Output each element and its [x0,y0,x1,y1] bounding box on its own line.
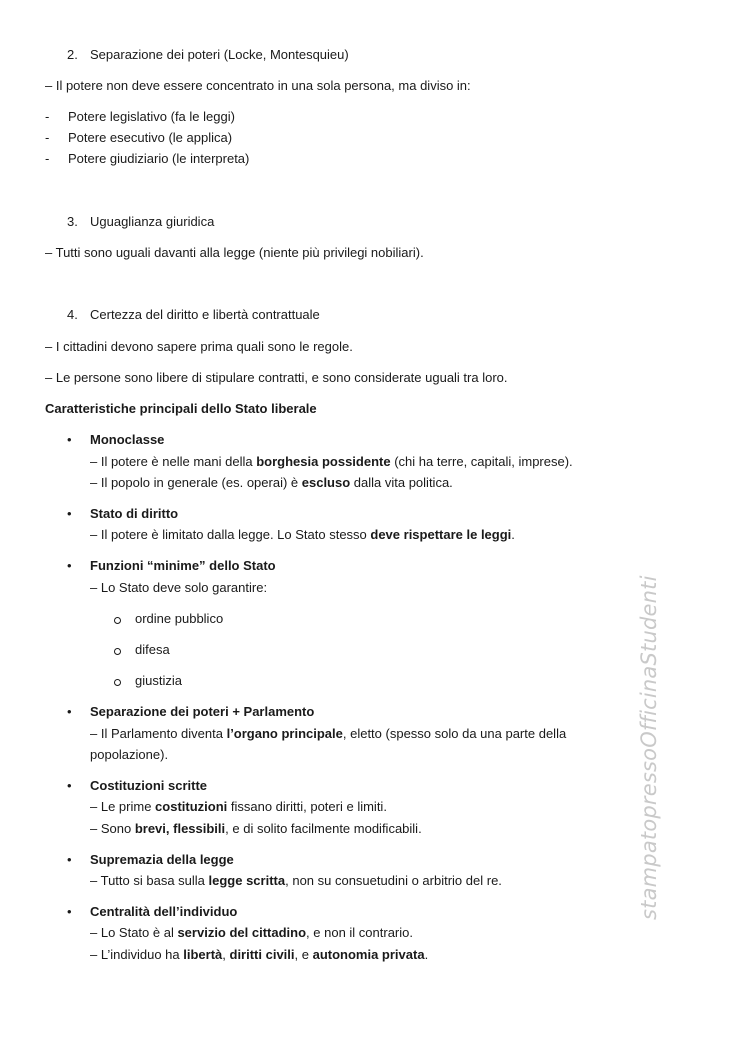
feature-title-separazione: Separazione dei poteri + Parlamento [90,704,315,719]
list-item: Potere esecutivo (le applica) [68,130,233,145]
bullet-marker: • [67,852,72,867]
feature-line: – Sono brevi, flessibili, e di solito facilmente modificabili. [90,821,422,836]
sub-list-item: difesa [135,642,170,657]
feature-line: – L’individuo ha libertà, diritti civili, e autonomia privata. [90,947,429,962]
list-item: Potere giudiziario (le interpreta) [68,151,250,166]
section-2-number: 2. [67,47,78,62]
watermark: stampatopressoOfficinaStudenti [637,575,661,920]
section-2-intro: – Il potere non deve essere concentrato in una sola persona, ma diviso in: [45,78,471,93]
features-heading: Caratteristiche principali dello Stato liberale [45,401,317,416]
section-2-title: Separazione dei poteri (Locke, Montesquieu) [90,47,349,62]
section-3-text: – Tutti sono uguali davanti alla legge (niente più privilegi nobiliari). [45,245,424,260]
feature-line: – Il potere è nelle mani della borghesia possidente (chi ha terre, capitali, imprese). [90,454,573,469]
feature-line: popolazione). [90,747,169,762]
feature-line: – Il potere è limitato dalla legge. Lo Stato stesso deve rispettare le leggi. [90,527,515,542]
feature-title-costituzioni: Costituzioni scritte [90,778,208,793]
feature-title-centralita: Centralità dell’individuo [90,904,238,919]
dash-marker: - [45,151,50,166]
section-4-number: 4. [67,307,78,322]
feature-line: – Il Parlamento diventa l’organo principale, eletto (spesso solo da una parte della [90,726,567,741]
sub-list-item: giustizia [135,673,182,688]
bullet-marker: • [67,778,72,793]
feature-title-monoclasse: Monoclasse [90,432,165,447]
circle-bullet-icon [114,617,121,624]
sub-list-item: ordine pubblico [135,611,224,626]
dash-marker: - [45,130,50,145]
bullet-marker: • [67,704,72,719]
section-3-number: 3. [67,214,78,229]
bullet-marker: • [67,904,72,919]
bullet-marker: • [67,432,72,447]
feature-title-diritto: Stato di diritto [90,506,179,521]
section-4-text-1: – I cittadini devono sapere prima quali sono le regole. [45,339,353,354]
circle-bullet-icon [114,648,121,655]
circle-bullet-icon [114,679,121,686]
feature-title-funzioni: Funzioni “minime” dello Stato [90,558,276,573]
bullet-marker: • [67,558,72,573]
list-item: Potere legislativo (fa le leggi) [68,109,235,124]
feature-line: – Lo Stato è al servizio del cittadino, e non il contrario. [90,925,413,940]
section-4-title: Certezza del diritto e libertà contrattuale [90,307,320,322]
section-4-text-2: – Le persone sono libere di stipulare contratti, e sono considerate uguali tra loro. [45,370,508,385]
bullet-marker: • [67,506,72,521]
feature-line: – Le prime costituzioni fissano diritti, poteri e limiti. [90,799,387,814]
feature-line: – Il popolo in generale (es. operai) è escluso dalla vita politica. [90,475,453,490]
section-3-title: Uguaglianza giuridica [90,214,215,229]
feature-line: – Tutto si basa sulla legge scritta, non su consuetudini o arbitrio del re. [90,873,502,888]
feature-title-supremazia: Supremazia della legge [90,852,234,867]
dash-marker: - [45,109,50,124]
feature-line: – Lo Stato deve solo garantire: [90,580,268,595]
